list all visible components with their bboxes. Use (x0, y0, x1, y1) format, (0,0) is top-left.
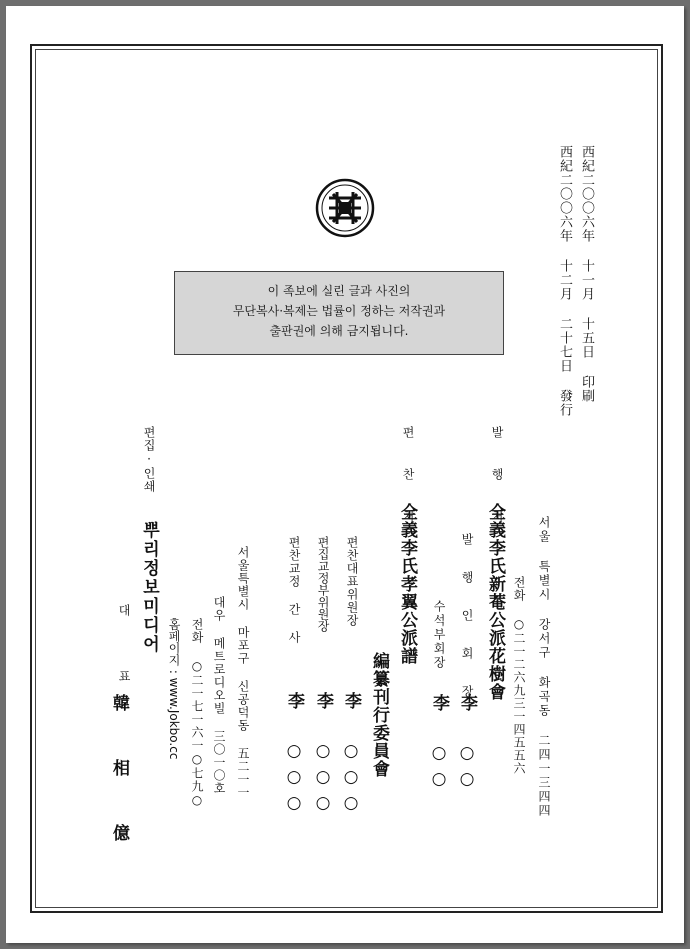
printer-name: 뿌리정보미디어 (139, 521, 159, 654)
member-2-role: 편집교정부위원장 (316, 536, 330, 632)
colophon-page (6, 6, 684, 943)
print-date: 西紀二〇〇六年 十一月 十五日 印刷 (579, 145, 594, 403)
copyright-notice (174, 271, 504, 355)
representative-label: 대 표 (117, 604, 131, 702)
vice-president-name: 李 ○○ (429, 694, 449, 795)
publisher-phone: 전화 ○二一二六九三一四五五六 (512, 576, 526, 775)
issue-date: 西紀二〇〇六年 十二月 二十七日 發行 (557, 145, 572, 417)
member-1-name: 李 ○○○ (341, 692, 361, 819)
member-3-role: 편찬교정 간 사 (287, 536, 301, 644)
printer-address: 서울특별시 마포구 신공덕동 五二一一 (236, 546, 250, 799)
representative-name: 韓 相 億 (109, 694, 129, 855)
printer-label: 편집·인쇄 (142, 426, 156, 493)
compiler-label: 편 찬 처 (401, 426, 415, 530)
publisher-name: 全義李氏新菴公派花樹會 (485, 503, 505, 701)
president-name: 李 ○○ (457, 694, 477, 795)
publisher-address: 서울 특별시 강서구 화곡동 二四一三四四 (537, 516, 551, 818)
vice-president-label: 수석부회장 (432, 600, 446, 670)
compiler-name: 全義李氏孝翼公派譜 (397, 503, 417, 665)
president-label: 발 행 인 회 장 (460, 533, 474, 703)
seal-stamp (315, 178, 375, 238)
publisher-label: 발 행 처 (490, 426, 504, 530)
committee-name: 編纂刊行委員會 (369, 652, 389, 778)
notice-line-2: 무단복사·복제는 법률이 정하는 저작권과 (232, 304, 446, 318)
printer-phone: 전화 ○二一七一六一○七九○ (190, 618, 204, 808)
notice-line-1: 이 족보에 실린 글과 사진의 (267, 284, 411, 298)
member-1-role: 편찬대표위원장 (345, 536, 359, 627)
printer-building: 대우 메트로디오빌 三〇一〇호 (212, 596, 226, 795)
notice-line-3: 출판권에 의해 금지됩니다. (269, 324, 409, 338)
printer-homepage: 홈페이지 : www.Jokbo.cc (167, 618, 181, 760)
member-3-name: 李 ○○○ (284, 692, 304, 819)
member-2-name: 李 ○○○ (313, 692, 333, 819)
